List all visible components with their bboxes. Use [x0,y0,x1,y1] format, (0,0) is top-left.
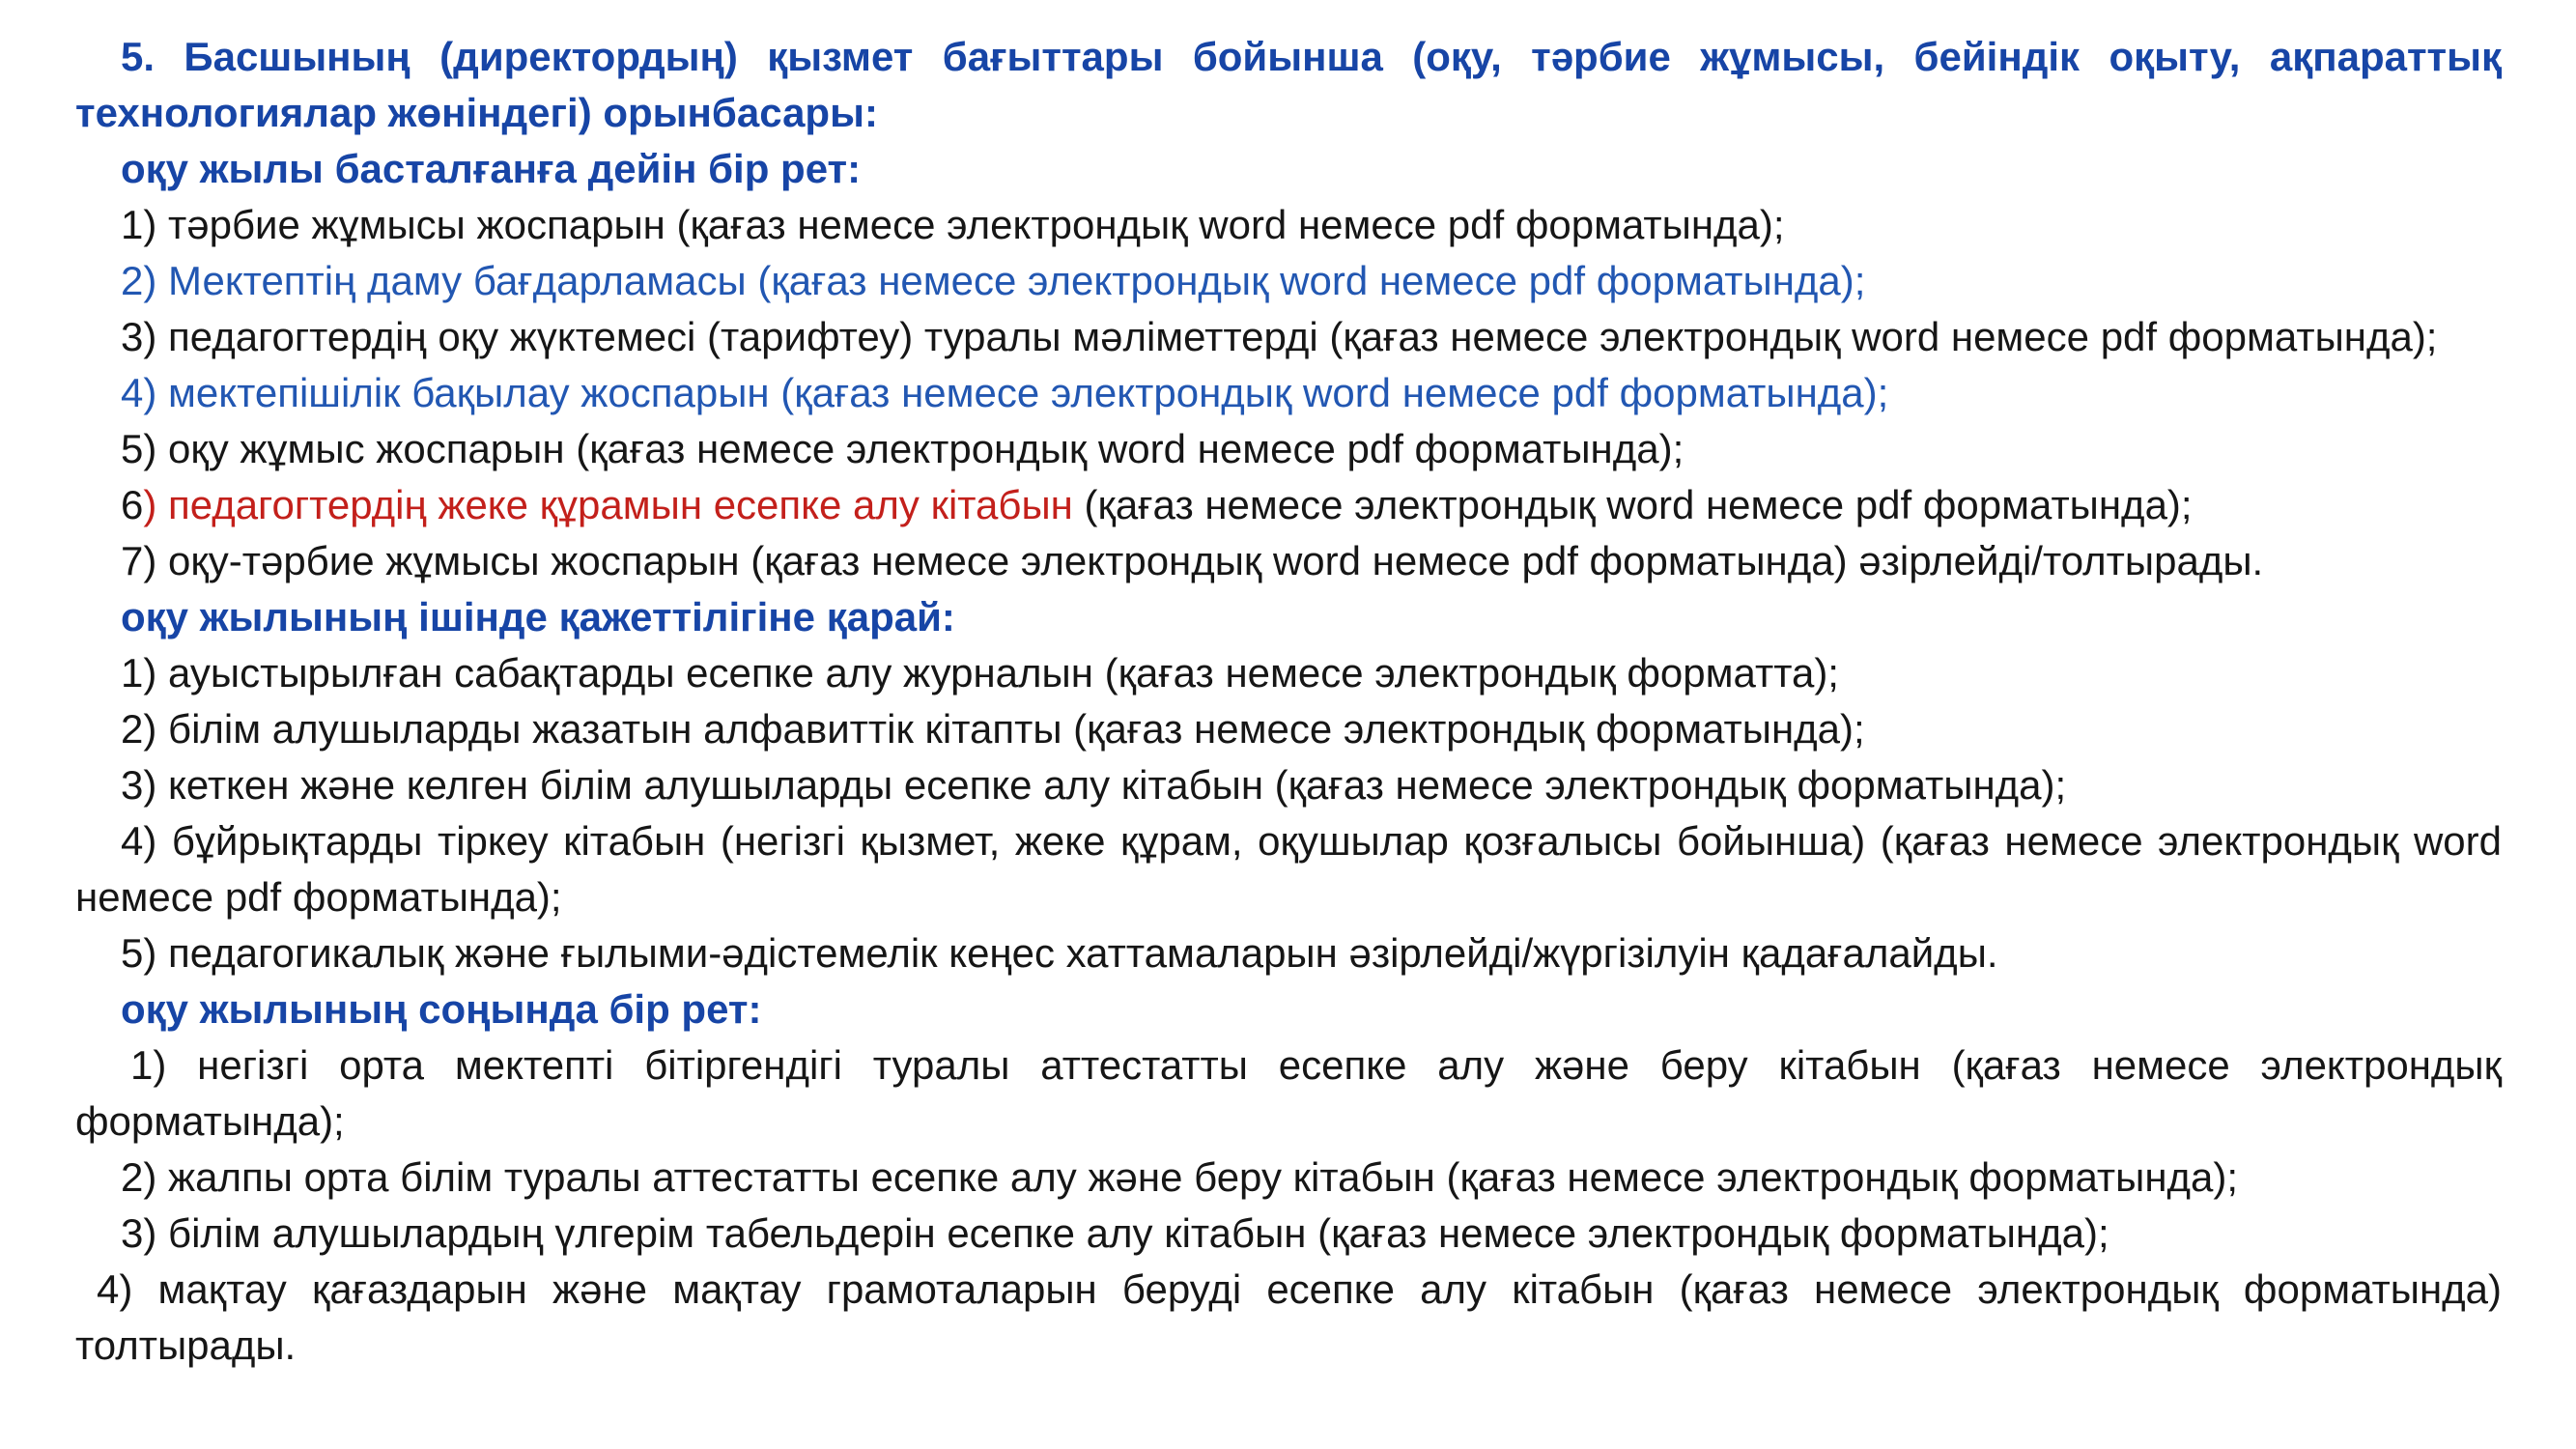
list-item: 5) педагогикалық және ғылыми-әдістемелік кеңес хаттамаларын әзірлейді/жүргізілуін қадағалайды. [121,930,1998,976]
list-item: 1) тәрбие жұмысы жоспарын (қағаз немесе электрондық word немесе pdf форматында); [121,202,1785,247]
document-page [75,29,2502,1374]
list-item: 4) мақтау қағаздарын және мақтау грамоталарын беруді есепке алу кітабын (қағаз немесе электрондық форматында) толтырады. [75,1266,2502,1368]
section-heading-during-school-year: оқу жылының ішінде қажеттілігіне қарай: [121,594,955,639]
page-title: 5. Басшының (директордың) қызмет бағыттары бойынша (оқу, тәрбие жұмысы, бейіндік оқыту, ақпараттық технологиялар жөніндегі) орынбасары: [75,34,2502,135]
list-item: 3) білім алушылардың үлгерім табельдерін есепке алу кітабын (қағаз немесе электрондық форматында); [121,1210,2109,1256]
list-item: 5) оқу жұмыс жоспарын (қағаз немесе электрондық word немесе pdf форматында); [121,426,1684,471]
highlighted-red-text: ) педагогтердің жеке құрамын есепке алу кітабын [143,482,1085,527]
section-heading-before-school-year: оқу жылы басталғанға дейін бір рет: [121,146,862,191]
list-item: 1) ауыстырылған сабақтарды есепке алу журналын (қағаз немесе электрондық форматта); [121,650,1839,696]
list-item: 7) оқу-тәрбие жұмысы жоспарын (қағаз немесе электрондық word немесе pdf форматында) әзірлейді/толтырады. [121,538,2264,583]
list-item: 4) мектепішілік бақылау жоспарын (қағаз немесе электрондық word немесе pdf форматында); [121,370,1889,415]
list-item: 3) кеткен және келген білім алушыларды есепке алу кітабын (қағаз немесе электрондық форматында); [121,762,2067,808]
list-item: 4) бұйрықтарды тіркеу кітабын (негізгі қызмет, жеке құрам, оқушылар қозғалысы бойынша) (қағаз немесе электрондық word немесе pdf форматында); [75,818,2502,920]
list-item: 3) педагогтердің оқу жүктемесі (тарифтеу) туралы мәліметтерді (қағаз немесе электрондық word немесе pdf форматында); [121,314,2438,359]
list-item: 2) білім алушыларды жазатын алфавиттік кітапты (қағаз немесе электрондық форматында); [121,706,1865,752]
list-item-tail: (қағаз немесе электрондық word немесе pdf форматында); [1084,482,2193,527]
list-item: 1) негізгі орта мектепті бітіргендігі туралы аттестатты есепке алу және беру кітабын (қағаз немесе электрондық форматында); [75,1042,2502,1144]
list-item [75,477,2502,533]
section-heading-end-of-school-year: оқу жылының соңында бір рет: [121,986,762,1032]
list-item-number: 6 [121,482,144,527]
list-item: 2) Мектептің даму бағдарламасы (қағаз немесе электрондық word немесе pdf форматында); [121,258,1866,303]
list-item: 2) жалпы орта білім туралы аттестатты есепке алу және беру кітабын (қағаз немесе электрондық форматында); [121,1154,2239,1200]
